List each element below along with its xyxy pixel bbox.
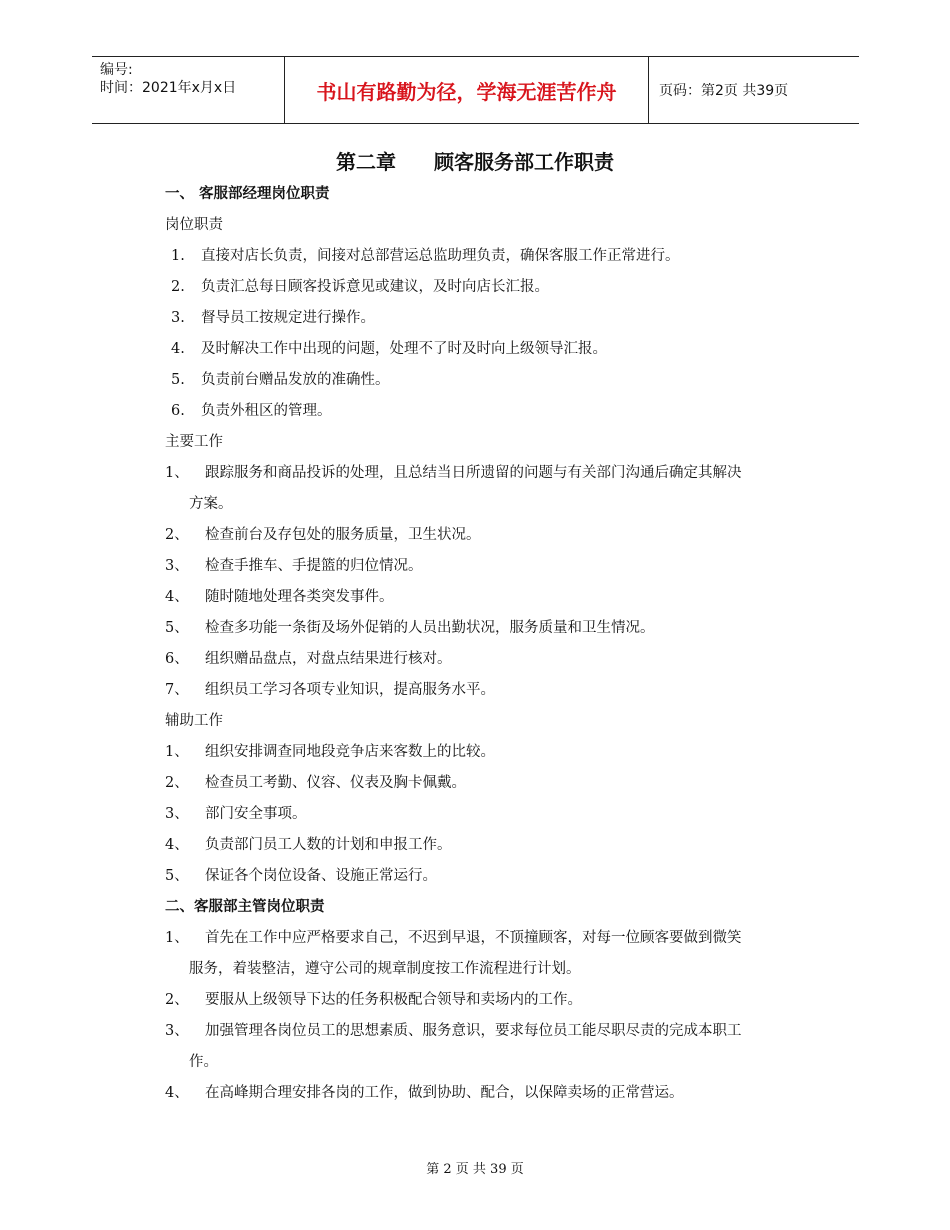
list-item-text: 首先在工作中应严格要求自己，不迟到早退，不顶撞顾客，对每一位顾客要做到微笑 xyxy=(205,930,742,946)
list-item xyxy=(165,525,815,556)
list-item-number: 3、 xyxy=(165,1023,189,1039)
list-item-number: 1、 xyxy=(165,930,189,946)
list-item xyxy=(165,742,815,773)
list-item-number: 6、 xyxy=(165,651,189,667)
list-item xyxy=(165,618,815,649)
list-item-text: 要服从上级领导下达的任务积极配合领导和卖场内的工作。 xyxy=(205,992,582,1008)
list-item-text: 检查前台及存包处的服务质量，卫生状况。 xyxy=(205,527,481,543)
list-item-number: 1、 xyxy=(165,744,189,760)
list-item-number: 2、 xyxy=(165,992,189,1008)
list-item-text: 及时解决工作中出现的问题，处理不了时及时向上级领导汇报。 xyxy=(201,341,607,357)
list-item xyxy=(165,370,815,401)
list-item-continuation: 作。 xyxy=(189,1054,218,1070)
list-item-continuation: 服务，着装整洁，遵守公司的规章制度按工作流程进行计划。 xyxy=(189,961,581,977)
supervisor-duties-list xyxy=(165,928,815,1114)
list-item-number: 1、 xyxy=(165,465,189,481)
list-item xyxy=(165,928,815,959)
list-item-text: 随时随地处理各类突发事件。 xyxy=(205,589,394,605)
main-work-list xyxy=(165,463,815,711)
list-item-text: 在高峰期合理安排各岗的工作，做到协助、配合，以保障卖场的正常营运。 xyxy=(205,1085,684,1101)
page-footer: 第 2 页 共 39 页 xyxy=(426,1162,524,1177)
list-item-text: 跟踪服务和商品投诉的处理，且总结当日所遗留的问题与有关部门沟通后确定其解决 xyxy=(205,465,742,481)
list-item-text: 负责外租区的管理。 xyxy=(201,403,332,419)
list-item-text: 组织赠品盘点，对盘点结果进行核对。 xyxy=(205,651,452,667)
list-item-number: 5、 xyxy=(165,620,189,636)
list-item-text: 检查员工考勤、仪容、仪表及胸卡佩戴。 xyxy=(205,775,466,791)
list-item-number: 4、 xyxy=(165,589,189,605)
list-item-text: 检查手推车、手提篮的归位情况。 xyxy=(205,558,423,574)
list-item xyxy=(165,556,815,587)
list-item xyxy=(165,866,815,897)
list-item-text: 负责前台赠品发放的准确性。 xyxy=(201,372,390,388)
list-item xyxy=(165,277,815,308)
list-item-text: 加强管理各岗位员工的思想素质、服务意识，要求每位员工能尽职尽责的完成本职工 xyxy=(205,1023,742,1039)
header-motto: 书山有路勤为径，学海无涯苦作舟 xyxy=(285,57,649,123)
list-item-number: 4、 xyxy=(165,837,189,853)
list-item-number: 2. xyxy=(171,279,185,295)
chapter-number: 第二章 xyxy=(336,150,396,174)
header-meta xyxy=(92,57,285,123)
list-item-number: 5、 xyxy=(165,868,189,884)
list-item xyxy=(165,463,815,494)
header-page-info: 页码：第2页 共39页 xyxy=(659,83,789,99)
chapter-name: 顾客服务部工作职责 xyxy=(434,150,614,174)
list-item-text: 督导员工按规定进行操作。 xyxy=(201,310,375,326)
list-item xyxy=(165,804,815,835)
list-item xyxy=(165,246,815,277)
list-item-text: 组织安排调查同地段竞争店来客数上的比较。 xyxy=(205,744,495,760)
list-item-number: 7、 xyxy=(165,682,189,698)
list-item xyxy=(165,649,815,680)
list-item-text: 检查多功能一条街及场外促销的人员出勤状况，服务质量和卫生情况。 xyxy=(205,620,655,636)
aux-work-label: 辅助工作 xyxy=(165,713,223,729)
header-time-label: 时间：2021年x月x日 xyxy=(100,80,237,96)
list-item-number: 6. xyxy=(171,403,185,419)
list-item xyxy=(165,680,815,711)
list-item-continuation: 方案。 xyxy=(189,496,233,512)
duties-label: 岗位职责 xyxy=(165,217,223,233)
list-item-text: 组织员工学习各项专业知识，提高服务水平。 xyxy=(205,682,495,698)
list-item-number: 3. xyxy=(171,310,185,326)
list-item xyxy=(165,1021,815,1052)
duties-list xyxy=(165,246,815,432)
list-item-number: 4. xyxy=(171,341,185,357)
document-body xyxy=(165,184,815,1114)
list-item-number: 4、 xyxy=(165,1085,189,1101)
list-item xyxy=(165,401,815,432)
list-item xyxy=(165,773,815,804)
list-item-text: 部门安全事项。 xyxy=(205,806,307,822)
list-item-text: 负责汇总每日顾客投诉意见或建议，及时向店长汇报。 xyxy=(201,279,549,295)
list-item xyxy=(165,587,815,618)
section1-heading: 一、 客服部经理岗位职责 xyxy=(165,186,330,202)
list-item xyxy=(165,990,815,1021)
aux-work-list xyxy=(165,742,815,897)
list-item-number: 3、 xyxy=(165,558,189,574)
list-item xyxy=(165,1083,815,1114)
list-item-number: 2、 xyxy=(165,527,189,543)
list-item xyxy=(165,308,815,339)
list-item xyxy=(165,835,815,866)
list-item-number: 3、 xyxy=(165,806,189,822)
list-item-number: 1. xyxy=(171,248,185,264)
list-item xyxy=(165,339,815,370)
list-item-text: 负责部门员工人数的计划和申报工作。 xyxy=(205,837,452,853)
list-item-text: 保证各个岗位设备、设施正常运行。 xyxy=(205,868,437,884)
section2-heading: 二、客服部主管岗位职责 xyxy=(165,899,325,915)
main-work-label: 主要工作 xyxy=(165,434,223,450)
list-item-number: 2、 xyxy=(165,775,189,791)
document-header xyxy=(92,56,859,124)
header-number-label: 编号: xyxy=(100,62,133,78)
chapter-title xyxy=(0,146,950,175)
list-item-number: 5. xyxy=(171,372,185,388)
list-item-text: 直接对店长负责，间接对总部营运总监助理负责，确保客服工作正常进行。 xyxy=(201,248,680,264)
